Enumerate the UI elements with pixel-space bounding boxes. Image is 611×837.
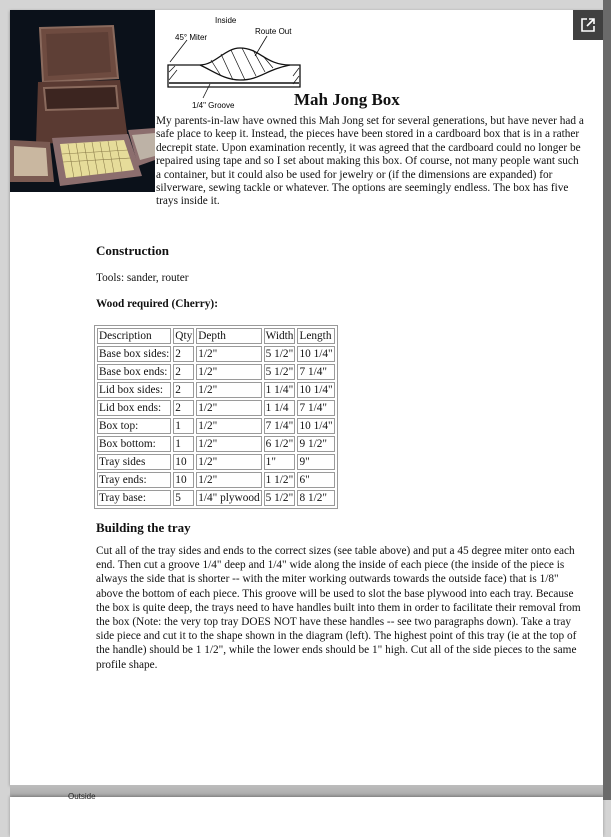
page-separator — [10, 785, 603, 797]
table-cell: 1/2" — [196, 346, 261, 362]
building-paragraph: Cut all of the tray sides and ends to the correct sizes (see table above) and put a 45 degree miter onto each end. Then cut a groove 1/4" deep and 1/4" wide along the inside of each piece (the inside of the piece is always the side that is shorter -- with the miter working outwards towards the outside face) that is 1/8" above the bottom of each piece. This groove will be used to slot the base plywood into each tray. Because the box is quite deep, the trays need to have handles built into them in order to facilitate their removal from the box (Note: the very top tray DOES NOT have these handles -- see two paragraphs down). Take a tray side piece and cut it to the shape shown in the diagram (left). The highest point of this tray (ie at the top of the handle) should be 1 1/2", while the lower ends should be 1" high. Cut all of the side pieces to the same profile shape. — [96, 545, 581, 671]
table-cell: 1 1/2" — [264, 472, 296, 488]
popout-icon — [580, 17, 596, 33]
table-cell: 2 — [173, 400, 194, 416]
construction-heading: Construction — [96, 243, 169, 258]
table-cell: 10 1/4" — [299, 348, 333, 360]
table-cell: 5 1/2" — [264, 346, 296, 362]
page-title: Mah Jong Box — [294, 90, 400, 109]
document-page — [10, 10, 603, 785]
table-cell: 2 — [173, 364, 194, 380]
table-cell: 10 — [173, 472, 194, 488]
table-cell: 10 — [173, 454, 194, 470]
table-row — [97, 472, 335, 488]
table-header-cell: Description — [97, 328, 171, 344]
diagram-label-miter: 45° Miter — [175, 33, 208, 42]
document-page-2 — [10, 792, 603, 837]
table-cell: 1 — [173, 436, 194, 452]
table-cell: 2 — [173, 346, 194, 362]
table-cell: 5 1/2" — [264, 490, 296, 506]
table-cell: 6" — [297, 472, 334, 488]
table-row — [97, 382, 335, 398]
table-cell: 6 1/2" — [264, 436, 296, 452]
table-row — [97, 346, 335, 362]
table-header-cell: Width — [265, 330, 294, 342]
table-cell: 9 1/2" — [297, 436, 334, 452]
table-cell: 1 — [173, 418, 194, 434]
table-cell: 1/2" — [196, 400, 261, 416]
wood-table — [94, 325, 338, 509]
table-cell: 10 1/4" — [299, 384, 333, 396]
table-row — [97, 490, 335, 506]
page2-diagram-label: Outside — [68, 792, 96, 801]
table-row — [97, 418, 335, 434]
table-header-cell: Length — [297, 328, 334, 344]
table-row — [97, 454, 335, 470]
table-cell: 1/2" — [196, 472, 261, 488]
diagram-label-groove: 1/4" Groove — [192, 101, 235, 110]
table-cell: 1/2" — [196, 364, 261, 380]
table-cell: Base box sides: — [99, 348, 170, 360]
intro-paragraph — [96, 115, 586, 210]
table-cell: 8 1/2" — [297, 490, 334, 506]
table-cell: 10 1/4" — [299, 420, 333, 432]
table-row — [97, 364, 335, 380]
table-cell: 7 1/4" — [297, 400, 334, 416]
table-cell: 7 1/4" — [264, 418, 296, 434]
table-cell: Box top: — [97, 418, 171, 434]
table-cell: Lid box sides: — [97, 382, 171, 398]
diagram-label-inside: Inside — [215, 16, 237, 25]
table-cell: 1/2" — [196, 382, 261, 398]
building-heading: Building the tray — [96, 520, 191, 535]
tray-profile-diagram — [155, 10, 315, 110]
table-row — [97, 436, 335, 452]
table-cell: 1/4" plywood — [198, 492, 260, 504]
intro-text: My parents-in-law have owned this Mah Jong set for several generations, but have never had a safe place to keep it. Instead, the pieces have been stored in a cardboard box that is in a rather decrepit state. Upon examination recently, it was agreed that the cardboard could no longer be repaired using tape and so I set about making this box. Of course, not many people want such a container, but it could also be used for jewelry or (if the dimensions are expanded) for silverware, sewing tackle or whatever. The options are seemingly endless. The box has five trays inside it. — [156, 115, 584, 208]
diagram-label-route-out: Route Out — [255, 27, 292, 36]
table-row — [97, 400, 335, 416]
table-cell: 5 — [173, 490, 194, 506]
tools-line: Tools: sander, router — [96, 272, 189, 284]
table-cell: Lid box ends: — [97, 400, 171, 416]
table-cell: 1 1/4" — [264, 382, 296, 398]
table-cell: Tray sides — [97, 454, 171, 470]
table-cell: 1/2" — [196, 454, 261, 470]
table-cell: Tray base: — [97, 490, 171, 506]
table-cell: 9" — [297, 454, 334, 470]
table-cell: Box bottom: — [97, 436, 171, 452]
table-cell: 1/2" — [196, 436, 261, 452]
wood-heading: Wood required (Cherry): — [96, 298, 218, 310]
table-header-cell: Qty — [175, 330, 193, 342]
table-cell: 1 1/4 — [264, 400, 296, 416]
table-cell: 2 — [173, 382, 194, 398]
table-cell: 1/2" — [196, 418, 261, 434]
table-cell: Tray ends: — [97, 472, 171, 488]
table-cell: Base box ends: — [97, 364, 171, 380]
table-cell: 1" — [264, 454, 296, 470]
popout-button[interactable] — [573, 10, 603, 40]
table-cell: 7 1/4" — [297, 364, 334, 380]
table-cell: 5 1/2" — [264, 364, 296, 380]
table-header-row — [97, 328, 335, 344]
table-header-cell: Depth — [196, 328, 261, 344]
scrollbar[interactable] — [603, 0, 611, 800]
